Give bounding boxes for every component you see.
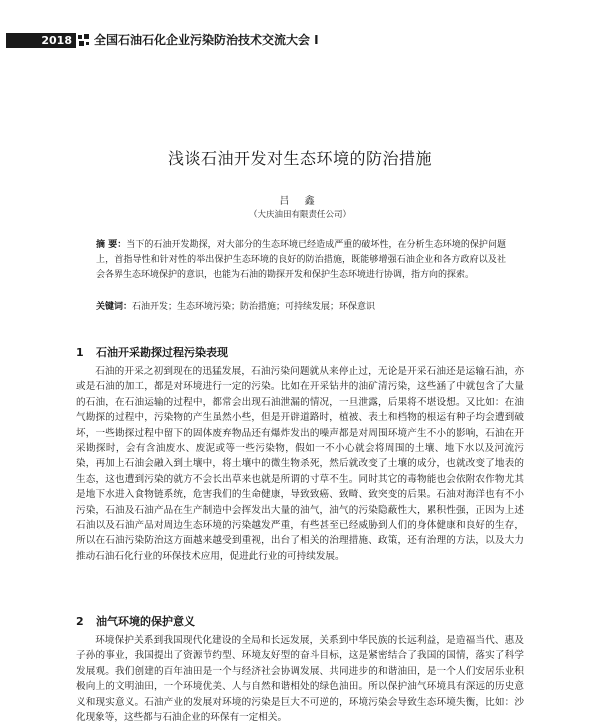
keywords [96, 300, 506, 315]
header-year-bar: 2018 [6, 33, 76, 48]
section-title: 油气环境的保护意义 [96, 615, 195, 628]
section-number: 2 [76, 615, 84, 628]
article-author: 吕 鑫 [279, 196, 321, 207]
article-title: 浅谈石油开发对生态环境的防治措施 [167, 149, 432, 168]
keywords-label: 关键词： [96, 302, 133, 312]
abstract-text: 当下的石油开发勘探，对大部分的生态环境已经造成严重的破坏性，在分析生态环境的保护问题上，首指导性和针对性的举出保护生态环境的良好的防治措施，既能够增强石油企业和各方政府以及社会各界生态环境保护的意识，也能为石油的勘探开发和保护生态环境进行协调，指方向的探索。 [96, 240, 506, 280]
article-affiliation: （大庆油田有限责任公司） [248, 210, 351, 220]
section-2-heading [76, 613, 195, 629]
running-header [0, 30, 600, 52]
abstract-label: 摘 要： [96, 240, 127, 250]
abstract [96, 238, 506, 283]
section-number: 1 [76, 346, 84, 359]
keywords-text: 石油开发；生态环境污染；防治措施；可持续发展；环保意识 [132, 302, 376, 312]
section-title: 石油开采勘探过程污染表现 [96, 346, 228, 359]
section-1-heading [76, 344, 228, 360]
conference-logo-icon [78, 34, 90, 47]
conference-title: 全国石油石化企业污染防治技术交流大会 I [94, 33, 319, 47]
section-2-paragraph: 环境保护关系到我国现代化建设的全局和长远发展，关系到中华民族的长远利益，是造福当代、惠及子孙的事业，我国提出了资源节约型、环境友好型的奋斗目标，这是紧密结合了我国的国情，落实了科学发展观。我们创建的百年油田是一个与经济社会协调发展、共同进步的和谐油田，是一个人们安居乐业积极向上的文明油田，一个环境优美、人与自然和谐相处的绿色油田。所以保护油气环境具有深远的历史意义和现实意义。石油产业的发展对环境的污染是巨大不可逆的，环境污染会导致生态环境失衡，比如：沙化现象等，这些都与石油企业的环保有一定相关。 [76, 635, 524, 724]
section-1-paragraph: 石油的开采之初到现在的迅猛发展，石油污染问题就从来停止过，无论是开采石油还是运输石油，亦或是石油的加工，都是对环境进行一定的污染。比如在开采钻井的油矿清污染，这些涵了中就包含了大量的石油，在石油运输的过程中，都常会出现石油泄漏的情况，一旦泄露，后果将不堪设想。又比如：在油气勘探的过程中，污染物的产生虽然小些，但是开辟道路时，植被、表土和档物的根运有种子均会遭到破坏，一些勘探过程中留下的固体废弃物品还有爆炸发出的噪声都是对周围环境产生不小的影响，石油在开采勘探时，会有含油废水、废泥或等一些污染物，假如一不小心就会将周围的土壤、地下水以及河流污染，再加上石油会融入到土壤中，将土壤中的微生物杀死，然后就改变了土壤的成分，也就改变了地表的生态，这也遭到污染的就方不会长出草来也就是所谓的寸草不生。同时其它的毒物能也会依附农作物尤其是地下水进入食物链系统，危害我们的生命健康，导致致癌、致畸、致突变的后果。石油对海洋也有不小污染，石油及石油产品在生产制造中会挥发出大量的油气，油气的污染隐蔽性大，累积性强，正因为上述石油以及石油产品对周边生态环境的污染越发严重，有些甚至已经威胁到人们的身体健康和良好的生存，所以在石油污染防治这方面越来越受到重视，出台了相关的治理措施、政策，还有治理的方法，以及大力推动石油石化行业的环保技术应用，促进此行业的可持续发展。 [76, 366, 524, 562]
